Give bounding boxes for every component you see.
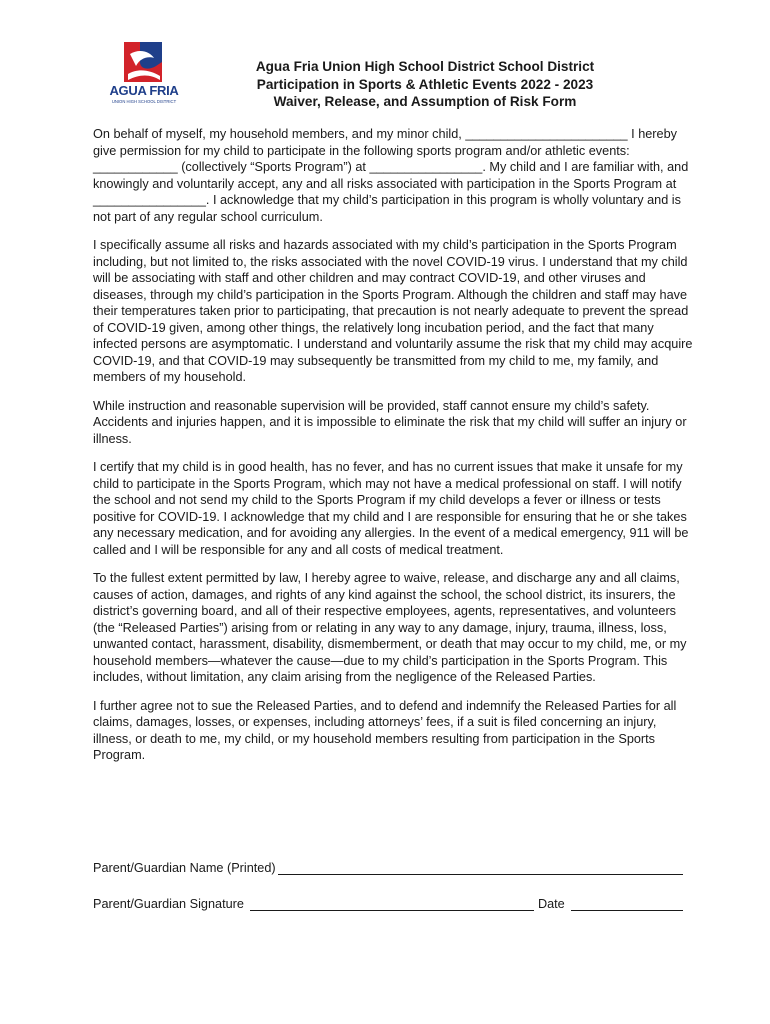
agua-fria-logo bbox=[100, 40, 188, 106]
logo-wordmark: AGUA FRIA bbox=[109, 83, 179, 98]
title-line-1: Agua Fria Union High School District School District bbox=[255, 59, 595, 74]
guardian-signature-field[interactable] bbox=[250, 896, 534, 911]
date-label: Date bbox=[537, 897, 565, 911]
paragraph-covid-risk: I specifically assume all risks and hazards associated with my child’s participation in the Sports Program including, but not limited to, the risks associated with the novel COVID-19 virus. I understand that my child will be associating with staff and other children and may contract COVID-19, and other viruses and diseases, through my child’s participation in the Sports Program. Although the children and staff may have their temperatures taken prior to participating, that precaution is not nearly adequate to prevent the spread of COVID-19 given, among other things, the relatively long incubation period, and the fact that many infected persons are asymptomatic. I understand and voluntarily assume the risk that my child may acquire COVID-19, and that COVID-19 may subsequently be transmitted from my child to me, my family, and members of my household. bbox=[93, 238, 693, 384]
guardian-signature-label: Parent/Guardian Signature bbox=[93, 897, 244, 911]
paragraph-indemnify: I further agree not to sue the Released Parties, and to defend and indemnify the Released Parties for all claims, damages, losses, or expenses, including attorneys’ fees, if a suit is filed concerning an injury, illness, or death to me, my child, or my household members resulting from participation in the Sports Program. bbox=[93, 698, 677, 762]
form-title bbox=[190, 58, 660, 111]
guardian-name-label: Parent/Guardian Name (Printed) bbox=[93, 861, 276, 875]
paragraph-health-certification: I certify that my child is in good health, has no fever, and has no current issues that make it unsafe for my child to participate in the Sports Program, which may not have a medical professional on staff. I will notify the school and not send my child to the Sports Program if my child develops a fever or illness or tests positive for COVID-19. I acknowledge that my child and I are responsible for ensuring that he or she takes any necessary medication, and for avoiding any allergies. In the event of a medical emergency, 911 will be called and I will be responsible for any and all costs of medical treatment. bbox=[93, 460, 689, 557]
title-line-3: Waiver, Release, and Assumption of Risk Form bbox=[273, 94, 577, 109]
guardian-signature-row bbox=[93, 896, 683, 911]
title-line-2: Participation in Sports & Athletic Events 2022 - 2023 bbox=[256, 76, 594, 92]
waiver-body bbox=[93, 126, 693, 776]
paragraph-supervision: While instruction and reasonable supervision will be provided, staff cannot ensure my child’s safety. Accidents and injuries happen, and it is impossible to eliminate the risk that my child will suffer an injury or illness. bbox=[93, 398, 687, 446]
logo-subtext: UNION HIGH SCHOOL DISTRICT bbox=[111, 99, 177, 104]
paragraph-release: To the fullest extent permitted by law, I hereby agree to waive, release, and discharge any and all claims, causes of action, damages, and rights of any kind against the school, the school district, its insurers, the district’s governing board, and all of their respective employees, agents, representatives, and volunteers (the “Released Parties”) arising from or relating in any way to any damage, injury, trauma, illness, loss, unwanted contact, harassment, disability, dismemberment, or death that may occur to my child, me, or my household members—whatever the cause—due to my child’s participation in the Sports Program. This includes, without limitation, any claim arising from the negligence of the Released Parties. bbox=[93, 571, 687, 684]
date-field[interactable] bbox=[571, 896, 683, 911]
paragraph-permission: On behalf of myself, my household members, and my minor child, _______________________ I hereby give permission for my child to participate in the following sports program and/or athletic events: ____________ (collectively “Sports Program”) at ________________. My child and I are familiar with, and knowingly and voluntarily accept, any and all risks associated with participation in the Sports Program at ________________. I acknowledge that my child’s participation in this program is wholly voluntary and is not part of any regular school curriculum. bbox=[93, 127, 689, 224]
guardian-name-row bbox=[93, 860, 683, 875]
guardian-name-field[interactable] bbox=[278, 860, 683, 875]
